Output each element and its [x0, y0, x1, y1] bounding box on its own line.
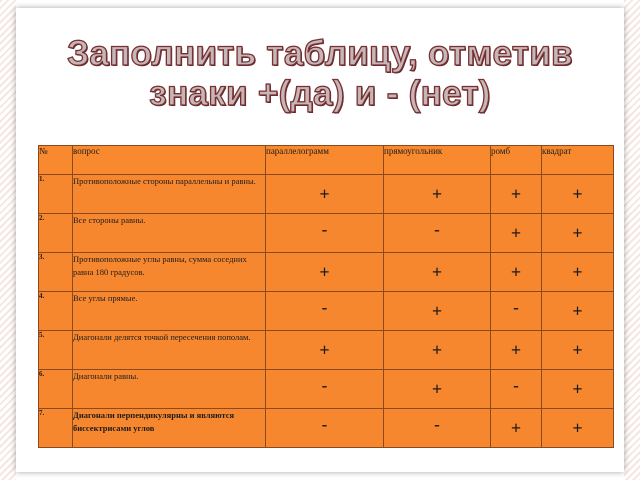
mark-parallelogram: + [266, 331, 384, 370]
slide-title [0, 34, 640, 114]
row-question: Диагонали делятся точкой пересечения пополам. [73, 331, 266, 370]
mark-square: + [542, 409, 614, 448]
row-question: Все стороны равны. [73, 214, 266, 253]
mark-parallelogram: + [266, 253, 384, 292]
mark-square: + [542, 214, 614, 253]
table-row [39, 331, 614, 370]
mark-rectangle: - [384, 409, 491, 448]
mark-rectangle: + [384, 331, 491, 370]
row-number: 5. [39, 331, 73, 370]
row-number: 4. [39, 292, 73, 331]
row-question: Противоположные углы равны, сумма соседних равна 180 градусов. [73, 253, 266, 292]
mark-square: + [542, 175, 614, 214]
table-header-row [39, 146, 614, 175]
properties-table [38, 145, 614, 448]
table-row [39, 370, 614, 409]
header-question: вопрос [73, 146, 266, 175]
header-number: № [39, 146, 73, 175]
mark-rhombus: + [491, 175, 542, 214]
mark-rhombus: + [491, 253, 542, 292]
header-square: квадрат [542, 146, 614, 175]
row-number: 3. [39, 253, 73, 292]
mark-rectangle: + [384, 175, 491, 214]
row-number: 7. [39, 409, 73, 448]
row-number: 6. [39, 370, 73, 409]
mark-parallelogram: + [266, 175, 384, 214]
mark-rectangle: + [384, 292, 491, 331]
mark-square: + [542, 331, 614, 370]
row-question: Все углы прямые. [73, 292, 266, 331]
mark-square: + [542, 370, 614, 409]
row-number: 1. [39, 175, 73, 214]
mark-rhombus: + [491, 214, 542, 253]
mark-parallelogram: - [266, 409, 384, 448]
mark-rectangle: + [384, 370, 491, 409]
row-question: Диагонали перпендикулярны и являются биссектрисами углов [73, 409, 266, 448]
table-body [39, 175, 614, 448]
title-line-1: Заполнить таблицу, отметив [67, 34, 573, 73]
mark-square: + [542, 253, 614, 292]
table-row [39, 214, 614, 253]
header-rectangle: прямоугольник [384, 146, 491, 175]
mark-rhombus: + [491, 331, 542, 370]
row-question: Диагонали равны. [73, 370, 266, 409]
mark-parallelogram: - [266, 214, 384, 253]
table-row [39, 175, 614, 214]
header-rhombus: ромб [491, 146, 542, 175]
table-row [39, 253, 614, 292]
mark-rectangle: - [384, 214, 491, 253]
row-question: Противоположные стороны параллельны и равны. [73, 175, 266, 214]
mark-rectangle: + [384, 253, 491, 292]
mark-rhombus: + [491, 409, 542, 448]
mark-rhombus: - [491, 292, 542, 331]
table-row [39, 409, 614, 448]
table-row [39, 292, 614, 331]
row-number: 2. [39, 214, 73, 253]
mark-square: + [542, 292, 614, 331]
title-line-2: знаки +(да) и - (нет) [149, 74, 491, 113]
header-parallelogram: параллелограмм [266, 146, 384, 175]
mark-parallelogram: - [266, 292, 384, 331]
mark-rhombus: - [491, 370, 542, 409]
mark-parallelogram: - [266, 370, 384, 409]
